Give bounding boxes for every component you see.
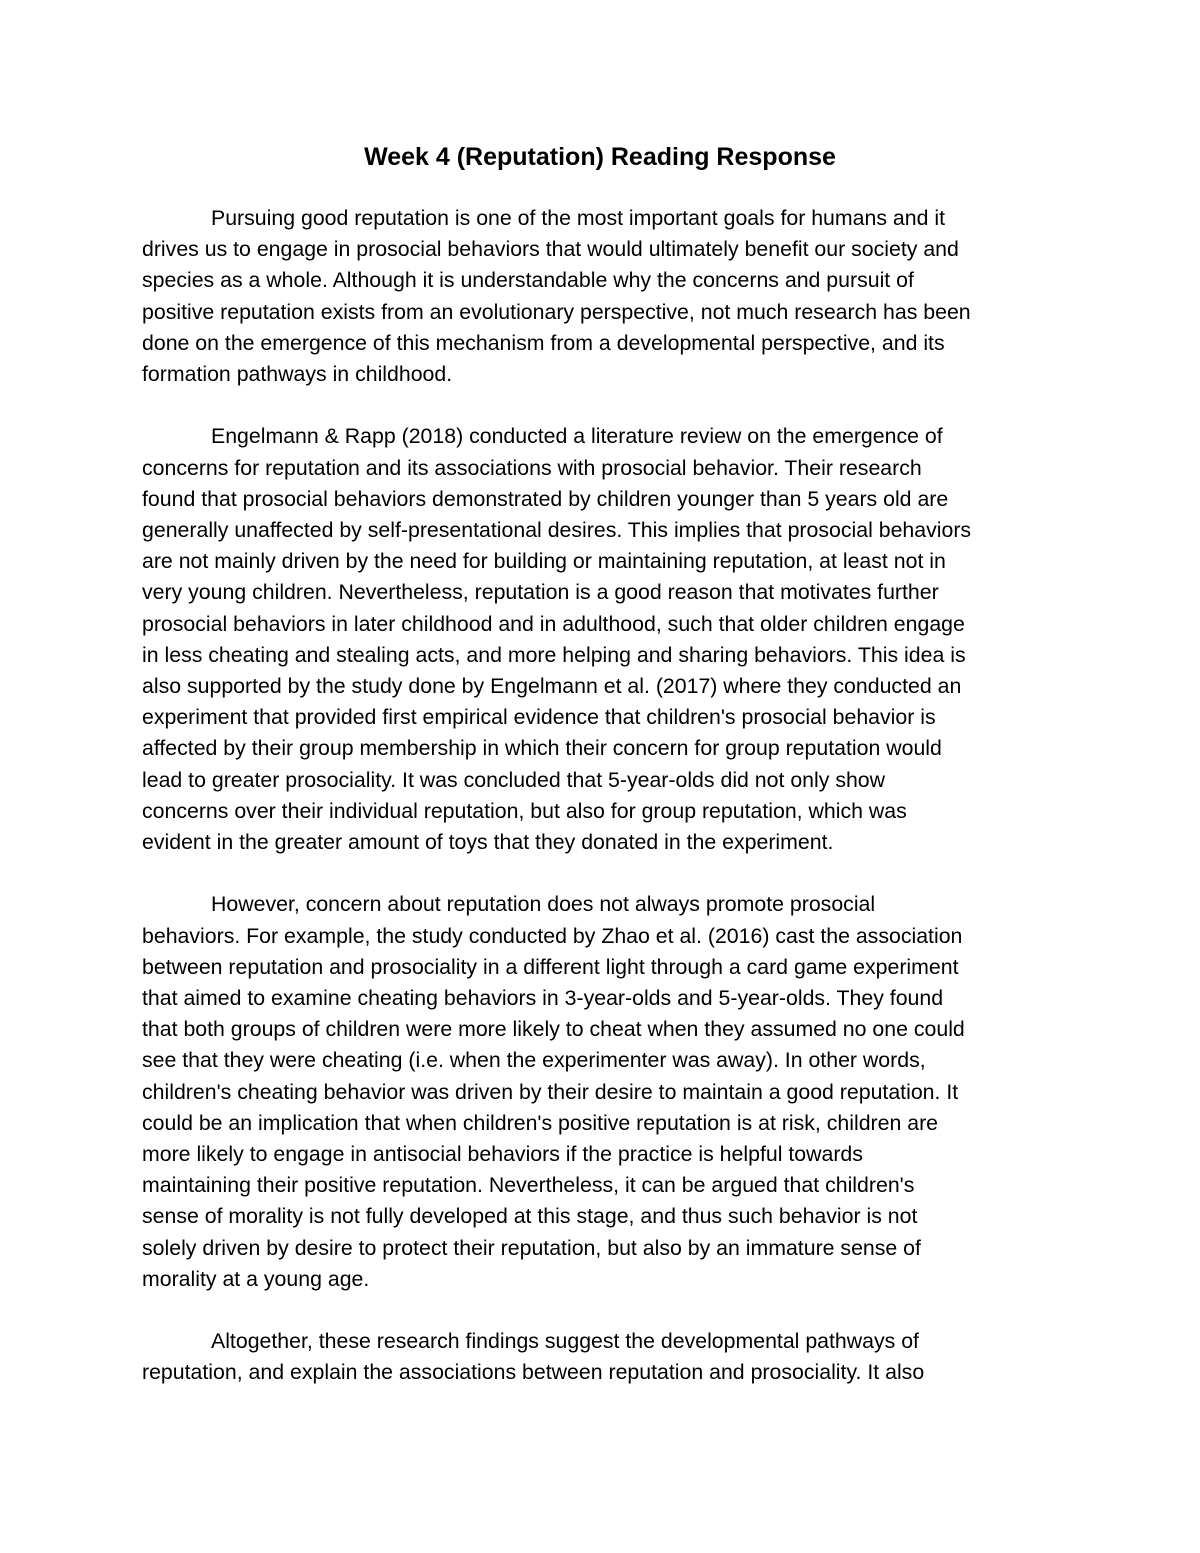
paragraph-line: lead to greater prosociality. It was concluded that 5-year-olds did not only show: [142, 767, 886, 792]
paragraph-line: done on the emergence of this mechanism from a developmental perspective, and its: [142, 330, 945, 355]
paragraph-line: prosocial behaviors in later childhood and in adulthood, such that older children engage: [142, 611, 965, 636]
paragraph-line: more likely to engage in antisocial behaviors if the practice is helpful towards: [142, 1142, 863, 1167]
paragraph-line: However, concern about reputation does not always promote prosocial: [211, 892, 876, 917]
paragraph-line: evident in the greater amount of toys that they donated in the experiment.: [142, 830, 834, 855]
paragraph-line: experiment that provided first empirical evidence that children's prosocial behavior is: [142, 705, 936, 730]
document-title: Week 4 (Reputation) Reading Response: [364, 143, 836, 171]
paragraph-line: very young children. Nevertheless, reputation is a good reason that motivates further: [142, 580, 939, 605]
paragraph-line: behaviors. For example, the study conducted by Zhao et al. (2016) cast the association: [142, 923, 963, 948]
paragraph-line: Pursuing good reputation is one of the most important goals for humans and it: [211, 206, 945, 230]
paragraph-line: drives us to engage in prosocial behaviors that would ultimately benefit our society and: [142, 237, 959, 262]
paragraph-line: that both groups of children were more likely to cheat when they assumed no one could: [142, 1017, 965, 1042]
paragraph-2: [142, 421, 1062, 858]
paragraph-line: maintaining their positive reputation. Nevertheless, it can be argued that children's: [142, 1173, 915, 1198]
paragraph-line: reputation, and explain the associations between reputation and prosociality. It also: [142, 1360, 925, 1385]
paragraph-line: solely driven by desire to protect their reputation, but also by an immature sense of: [142, 1235, 921, 1260]
paragraph-line: Engelmann & Rapp (2018) conducted a literature review on the emergence of: [211, 424, 943, 449]
paragraph-4: [142, 1326, 1062, 1388]
paragraph-line: morality at a young age.: [142, 1266, 370, 1291]
paragraph-line: found that prosocial behaviors demonstrated by children younger than 5 years old are: [142, 486, 949, 511]
paragraph-line: species as a whole. Although it is understandable why the concerns and pursuit of: [142, 268, 914, 293]
paragraph-3: [142, 889, 1062, 1295]
paragraph-line: sense of morality is not fully developed at this stage, and thus such behavior is not: [142, 1204, 918, 1229]
paragraph-line: generally unaffected by self-presentational desires. This implies that prosocial behaviors: [142, 518, 972, 543]
paragraph-line: positive reputation exists from an evolutionary perspective, not much research has been: [142, 299, 971, 324]
paragraph-line: Altogether, these research findings suggest the developmental pathways of: [211, 1329, 919, 1354]
paragraph-line: formation pathways in childhood.: [142, 362, 453, 387]
paragraph-line: children's cheating behavior was driven by their desire to maintain a good reputation. It: [142, 1079, 959, 1104]
paragraph-line: concerns for reputation and its associations with prosocial behavior. Their research: [142, 455, 922, 480]
paragraph-line: in less cheating and stealing acts, and more helping and sharing behaviors. This idea is: [142, 642, 966, 667]
paragraph-line: also supported by the study done by Engelmann et al. (2017) where they conducted an: [142, 674, 962, 699]
paragraph-line: concerns over their individual reputation, but also for group reputation, which was: [142, 798, 907, 823]
paragraph-line: see that they were cheating (i.e. when the experimenter was away). In other words,: [142, 1048, 926, 1073]
paragraph-line: are not mainly driven by the need for building or maintaining reputation, at least not in: [142, 549, 946, 574]
paragraph-line: that aimed to examine cheating behaviors in 3-year-olds and 5-year-olds. They found: [142, 986, 944, 1011]
paragraph-line: between reputation and prosociality in a different light through a card game experiment: [142, 954, 959, 979]
paragraph-line: affected by their group membership in which their concern for group reputation would: [142, 736, 942, 761]
paragraph-1: [142, 203, 1062, 390]
paragraph-line: could be an implication that when children's positive reputation is at risk, children are: [142, 1110, 939, 1135]
document-body: [142, 203, 1062, 1420]
